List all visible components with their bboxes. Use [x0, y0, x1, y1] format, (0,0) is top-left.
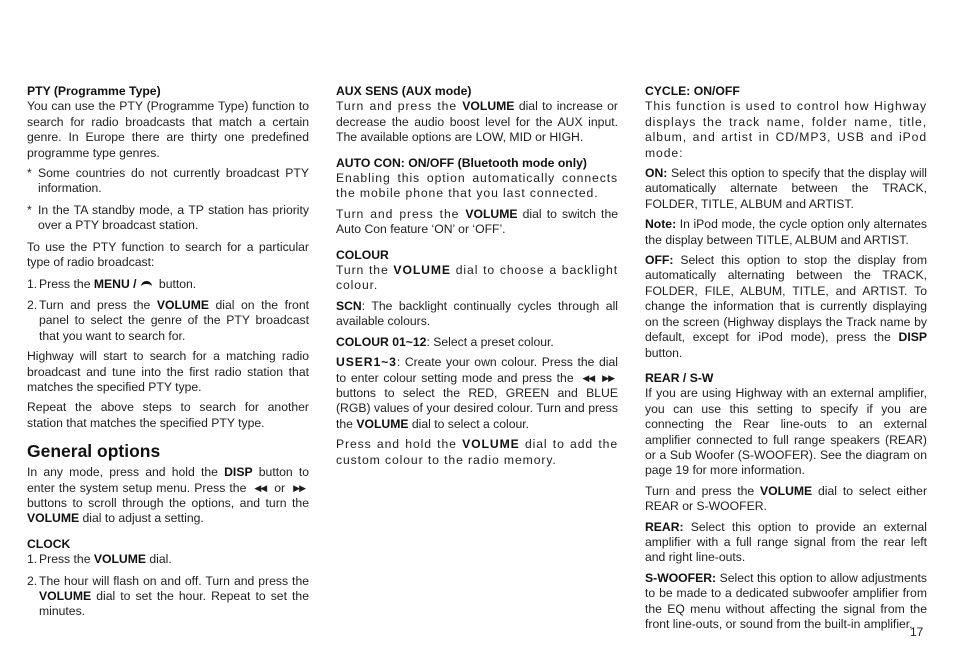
step-text: Turn and press the VOLUME dial on the front panel to select the genre of the PTY broadcast that you want to search for. — [39, 297, 309, 343]
step-number: 2. — [27, 297, 38, 312]
auto-con-text: Enabling this option automatically connects the mobile phone that you last connected. — [336, 171, 618, 201]
cycle-intro: This function is used to control how Highway displays the track name, folder name, title, album, and artist in CD/MP3, USB and iPod mode: — [645, 99, 927, 160]
colour-text: Turn the VOLUME dial to choose a backlight colour. — [336, 263, 619, 293]
bullet-text: Some countries do not currently broadcast PTY information. — [38, 166, 309, 196]
aux-sens-heading: AUX SENS (AUX mode) — [336, 84, 472, 98]
pty-step-1 — [27, 277, 309, 292]
step-text: The hour will flash on and off. Turn and press the VOLUME dial to set the hour. Repeat to set the minutes. — [39, 573, 309, 619]
skip-previous-icon: ◀◀ — [254, 482, 267, 493]
s-woofer-option-text: S-WOOFER: Select this option to allow adjustments to be made to a dedicated subwoofer amplifier from the EQ menu without affecting the signal from the front line-outs, or sound from the built-in amplifier. — [645, 570, 927, 631]
skip-previous-icon: ◀◀ — [582, 372, 595, 383]
note-bullet — [27, 166, 309, 197]
pty-highway-search: Highway will start to search for a matching radio broadcast and tune into the first radio station that matches the specified PTY type. — [27, 349, 309, 394]
pty-heading: PTY (Programme Type) — [27, 84, 161, 98]
rear-sw-intro: If you are using Highway with an external amplifier, you can use this setting to specify if you are connecting the Rear line-outs to an external amplifier connected to full range speakers (REAR) or a Sub Woofer (S-WOOFER). See the diagram on page 19 for more information. — [645, 386, 927, 478]
pty-to-use: To use the PTY function to search for a particular type of radio broadcast: — [27, 239, 309, 270]
pty-repeat: Repeat the above steps to search for another station that matches the specified PTY type. — [27, 400, 309, 430]
scn-text: SCN: The backlight continually cycles through all available colours. — [336, 298, 618, 329]
clock-heading: CLOCK — [27, 536, 71, 551]
cycle-on-text: ON: Select this option to specify that the display will automatically alternate between the TRACK, FOLDER, TITLE, ALBUM and ARTIST. — [645, 166, 927, 211]
general-options-text: In any mode, press and hold the DISP button to enter the system setup menu. Press the ◀◀ or ▶▶ buttons to scroll through the options, and turn the VOLUME dial to adjust a setting. — [27, 465, 309, 526]
auto-con-switch: Turn and press the VOLUME dial to switch the Auto Con feature ‘ON’ or ‘OFF’. — [336, 206, 618, 237]
general-options-heading: General options — [27, 441, 161, 462]
note-bullet — [27, 203, 309, 234]
page-number: 17 — [910, 625, 924, 639]
column-middle — [336, 84, 618, 473]
cycle-note-text: Note: In iPod mode, the cycle option only alternates the display between TITLE, ALBUM and ARTIST. — [645, 217, 927, 247]
aux-sens-text: Turn and press the VOLUME dial to increase or decrease the audio boost level for the AUX input. The available options are LOW, MID or HIGH. — [336, 99, 618, 145]
step-number: 1. — [27, 552, 38, 567]
rear-sw-heading: REAR / S-W — [645, 370, 714, 385]
pty-intro: You can use the PTY (Programme Type) function to search for radio broadcasts that match a certain genre. In Europe there are thirty one predefined programme type genres. — [27, 99, 309, 160]
step-number: 2. — [27, 573, 38, 588]
step-text: Press the VOLUME dial. — [39, 552, 172, 567]
hold-dial-text: Press and hold the VOLUME dial to add the custom colour to the radio memory. — [336, 437, 618, 467]
pty-step-2 — [27, 298, 309, 344]
auto-con-heading: AUTO CON: ON/OFF (Bluetooth mode only) — [336, 155, 587, 170]
colour-heading: COLOUR — [336, 247, 389, 262]
bullet-marker: * — [27, 202, 32, 217]
colour-preset-text: COLOUR 01~12: Select a preset colour. — [336, 334, 554, 349]
clock-step-2 — [27, 574, 309, 620]
phone-hangup-icon — [141, 281, 152, 287]
cycle-off-text: OFF: Select this option to stop the display from automatically alternating between the TRACK, FOLDER, FILE, ALBUM, TITLE, and ARTIST. To change the information that is currently displaying on the screen (Highway displays the Track name by default, except for iPod mode), press the DISP button. — [645, 253, 927, 360]
skip-next-icon: ▶▶ — [602, 372, 614, 383]
clock-step-1 — [27, 552, 309, 567]
step-text: Press the MENU / button. — [39, 277, 197, 292]
column-left — [27, 84, 309, 625]
bullet-marker: * — [27, 166, 32, 181]
rear-sw-turn: Turn and press the VOLUME dial to select either REAR or S-WOOFER. — [645, 483, 927, 514]
column-right — [645, 84, 927, 637]
bullet-text: In the TA standby mode, a TP station has priority over a PTY broadcast station. — [38, 202, 309, 233]
step-number: 1. — [27, 277, 38, 292]
cycle-heading: CYCLE: ON/OFF — [645, 84, 740, 98]
skip-next-icon: ▶▶ — [293, 482, 305, 493]
rear-option-text: REAR: Select this option to provide an external amplifier with a full range signal from the rear left and right line-outs. — [645, 519, 927, 565]
user-colour-text: USER1~3: Create your own colour. Press the dial to enter colour setting mode and press the ◀◀ ▶▶ buttons to select the RED, GREEN and BLUE (RGB) values of your desired colour. Turn and press the VOLUME dial to select a colour. — [336, 355, 618, 431]
